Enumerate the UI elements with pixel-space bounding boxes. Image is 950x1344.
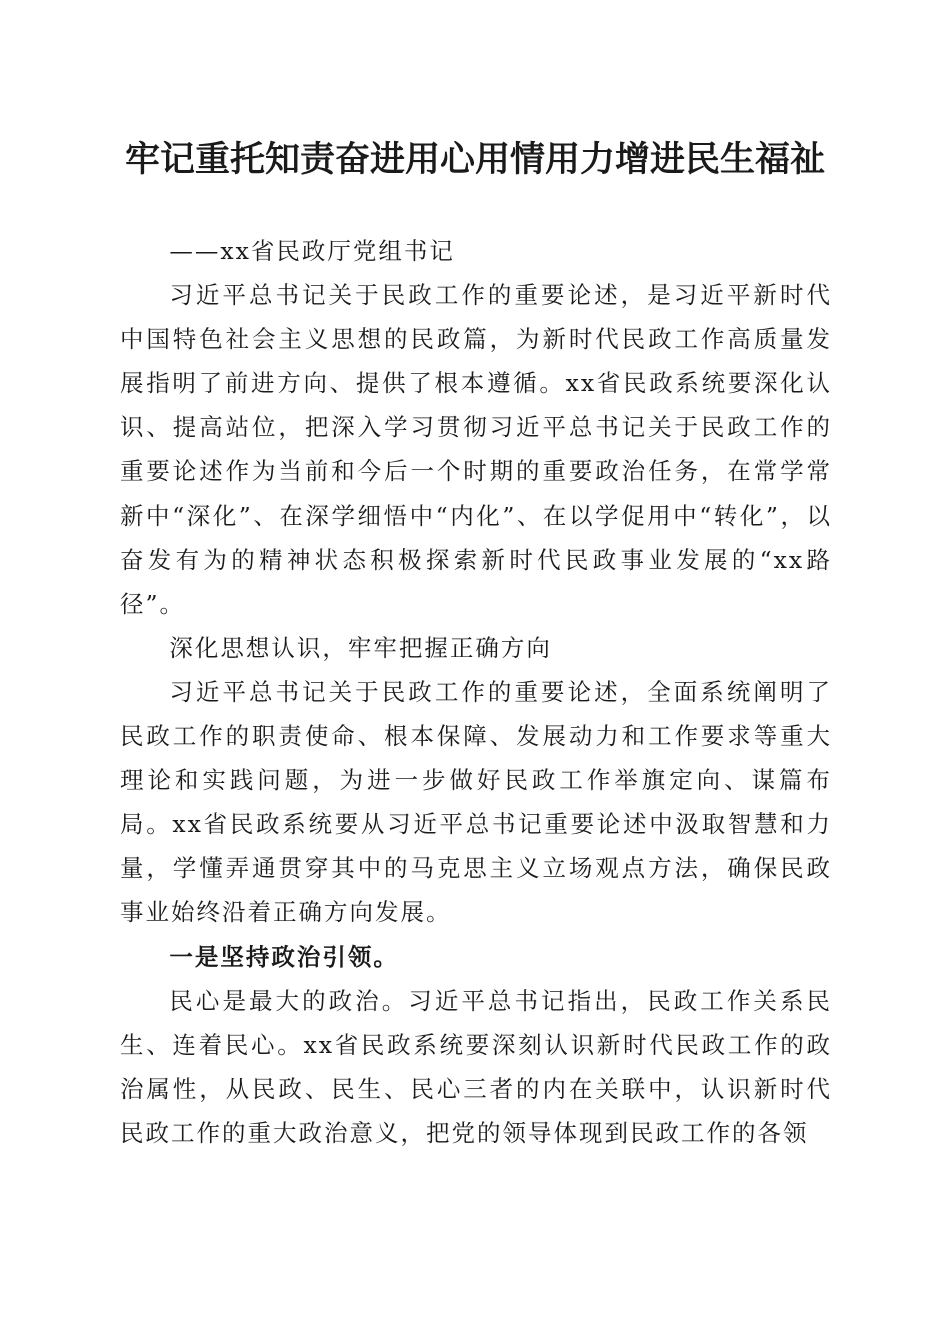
intro-paragraph: 习近平总书记关于民政工作的重要论述，是习近平新时代中国特色社会主义思想的民政篇，为新时代民政工作高质量发展指明了前进方向、提供了根本遵循。xx省民政系统要深化认识、提高站位，把深入学习贯彻习近平总书记关于民政工作的重要论述作为当前和今后一个时期的重要政治任务，在常学常新中“深化”、在深学细悟中“内化”、在以学促用中“转化”，以奋发有为的精神状态积极探索新时代民政事业发展的“xx路径”。 (120, 281, 832, 618)
author-line: ——xx省民政厅党组书记 (169, 237, 455, 265)
section-paragraph: 习近平总书记关于民政工作的重要论述，全面系统阐明了民政工作的职责使命、根本保障、发展动力和工作要求等重大理论和实践问题，为进一步做好民政工作举旗定向、谋篇布局。xx省民政系统要从习近平总书记重要论述中汲取智慧和力量，学懂弄通贯穿其中的马克思主义立场观点方法，确保民政事业始终沿着正确方向发展。 (120, 677, 832, 927)
subsection-heading: 一是坚持政治引领。 (169, 942, 399, 971)
section-heading: 深化思想认识，牢牢把握正确方向 (169, 633, 552, 662)
document-title: 牢记重托知责奋进用心用情用力增进民生福祉 (124, 139, 825, 180)
document-body (120, 229, 832, 1155)
subsection-paragraph: 民心是最大的政治。习近平总书记指出，民政工作关系民生、连着民心。xx省民政系统要深刻认识新时代民政工作的政治属性，从民政、民生、民心三者的内在关联中，认识新时代民政工作的重大政治意义，把党的领导体现到民政工作的各领 (120, 986, 832, 1147)
